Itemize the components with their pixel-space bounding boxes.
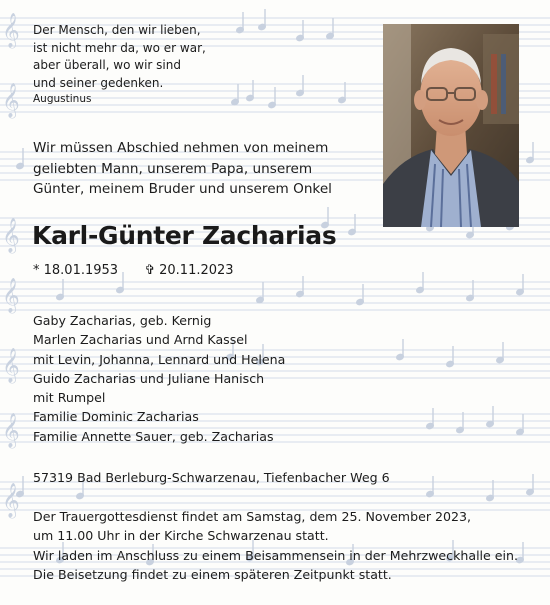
service-line: um 11.00 Uhr in der Kirche Schwarzenau statt. [33,528,329,544]
service-line: Die Beisetzung findet zu einem späteren Zeitpunkt statt. [33,566,392,582]
intro-line: Günter, meinem Bruder und unserem Onkel [33,181,332,197]
birth-date: * 18.01.1953 [33,263,119,278]
intro-line: geliebten Mann, unserem Papa, unserem [33,160,313,177]
service-info [33,507,533,584]
treble-clef-icon: 𝄞 [2,413,20,448]
intro-text [33,138,363,200]
treble-clef-icon: 𝄞 [2,218,20,253]
treble-clef-icon: 𝄞 [2,278,20,313]
family-member: Familie Dominic Zacharias [33,409,199,425]
service-line: Wir laden im Anschluss zu einem Beisammensein in der Mehrzweckhalle ein. [33,547,519,563]
family-member: Marlen Zacharias und Arnd Kassel [33,332,248,348]
death-date-group [144,263,233,278]
intro-line: Wir müssen Abschied nehmen von meinem [33,140,329,156]
family-member: Guido Zacharias und Juliane Hanisch [33,370,265,386]
treble-clef-icon: 𝄞 [2,83,20,118]
treble-clef-icon: 𝄞 [2,348,20,383]
service-line: Der Trauergottesdienst findet am Samstag, dem 25. November 2023, [33,509,472,524]
address: 57319 Bad Berleburg-Schwarzenau, Tiefenbacher Weg 6 [33,470,390,485]
family-member: mit Levin, Johanna, Lennard und Helena [33,351,286,367]
family-member: Familie Annette Sauer, geb. Zacharias [33,428,274,444]
treble-clef-icon: 𝄞 [2,13,20,48]
quote-line: aber überall, wo wir sind [33,58,181,72]
deceased-name: Karl-Günter Zacharias [32,221,337,250]
death-date: 20.11.2023 [159,263,234,278]
treble-clef-icon: 𝄞 [2,483,20,518]
quote-line: ist nicht mehr da, wo er war, [33,40,206,55]
family-list [33,311,363,446]
quote-line: und seiner gedenken. [33,75,164,90]
cross-icon: ✞ [144,263,156,278]
quote-block [33,22,233,107]
portrait-photo [383,24,519,227]
life-dates [33,263,234,278]
quote-author: Augustinus [33,93,92,105]
family-member: mit Rumpel [33,390,106,406]
family-member: Gaby Zacharias, geb. Kernig [33,313,212,328]
quote-line: Der Mensch, den wir lieben, [33,23,201,37]
